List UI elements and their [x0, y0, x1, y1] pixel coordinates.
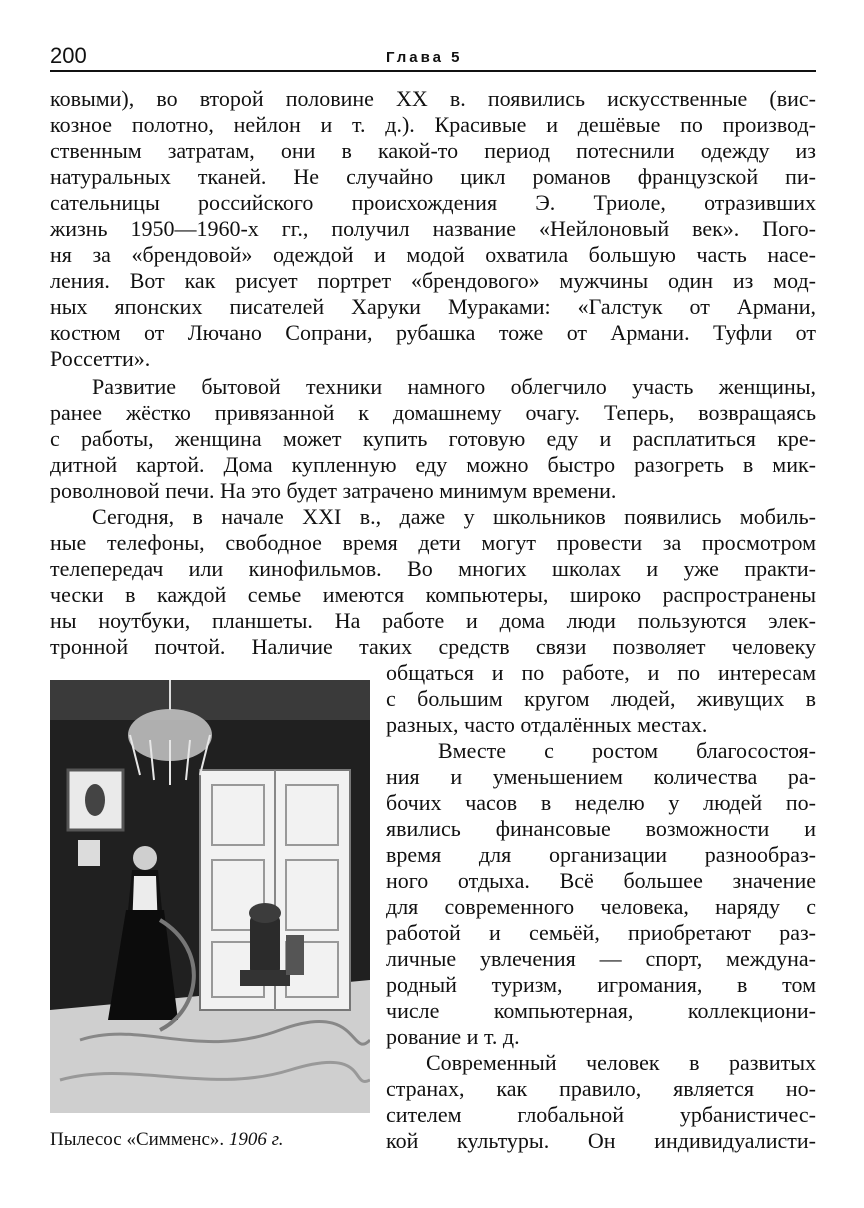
text-line: разных, часто отдалённых местах. — [386, 712, 708, 737]
caption-year: 1906 г. — [228, 1129, 284, 1150]
text-line: для современного человека, наряду с — [386, 894, 816, 919]
paragraph-first-line: Развитие бытовой техники намного облегчило участь женщины, — [92, 374, 816, 399]
text-line: ковыми), во второй половине XX в. появились искусственные (вис- — [50, 86, 816, 111]
page-header — [50, 44, 816, 72]
text-line: козное полотно, нейлон и т. д.). Красивые и дешёвые по производ- — [50, 112, 816, 137]
text-line: родный туризм, игромания, в том — [386, 972, 816, 997]
page-number: 200 — [50, 43, 87, 68]
text-line: сательницы российского происхождения Э. Триоле, отразивших — [50, 190, 816, 215]
text-line: жизнь 1950—1960-х гг., получил название «Нейлоновый век». Пого- — [50, 216, 816, 241]
text-line: рование и т. д. — [386, 1024, 520, 1049]
text-line: роволновой печи. На это будет затрачено минимум времени. — [50, 478, 617, 503]
paragraph-first-line: Сегодня, в начале XXI в., даже у школьников появились мобиль- — [92, 504, 816, 529]
text-line: ранее жёстко привязанной к домашнему очагу. Теперь, возвращаясь — [50, 400, 816, 425]
text-line: дитной картой. Дома купленную еду можно быстро разогреть в мик- — [50, 452, 816, 477]
text-line: ного отдыха. Всё большее значение — [386, 868, 816, 893]
text-line: тронной почтой. Наличие таких средств связи позволяет человеку — [50, 634, 816, 659]
vacuum-cleaner-photo — [50, 680, 370, 1113]
text-line: время для организации разнообраз- — [386, 842, 816, 867]
paragraph-first-line: Вместе с ростом благосостоя- — [438, 738, 816, 763]
text-line: ных японских писателей Харуки Мураками: «Галстук от Армани, — [50, 294, 816, 319]
text-line: телепередач или кинофильмов. Во многих школах и уже практи- — [50, 556, 816, 581]
text-line: ственным затратам, они в какой-то период потеснили одежду из — [50, 138, 816, 163]
text-line: странах, как правило, является но- — [386, 1076, 816, 1101]
text-line: чески в каждой семье имеются компьютеры, широко распространены — [50, 582, 816, 607]
figure-caption — [50, 1128, 284, 1152]
text-line: ня за «брендовой» одеждой и модой охватила большую часть насе- — [50, 242, 816, 267]
caption-text: Пылесос «Симменс». — [50, 1129, 225, 1150]
text-line: ления. Вот как рисует портрет «брендового» мужчины один из мод- — [50, 268, 816, 293]
text-line: сителем глобальной урбанистичес- — [386, 1102, 816, 1127]
text-line: с работы, женщина может купить готовую еду и расплатиться кре- — [50, 426, 816, 451]
text-line: ные телефоны, свободное время дети могут провести за просмотром — [50, 530, 816, 555]
paragraph-first-line: Современный человек в развитых — [426, 1050, 816, 1075]
text-line: кой культуры. Он индивидуалисти- — [386, 1128, 816, 1153]
text-line: натуральных тканей. Не случайно цикл романов французской пи- — [50, 164, 816, 189]
text-line: ны ноутбуки, планшеты. На работе и дома люди пользуются элек- — [50, 608, 816, 633]
text-line: с большим кругом людей, живущих в — [386, 686, 816, 711]
text-line: костюм от Лючано Сопрани, рубашка тоже от Армани. Туфли от — [50, 320, 816, 345]
text-line: бочих часов в неделю у людей по- — [386, 790, 816, 815]
text-line: общаться и по работе, и по интересам — [386, 660, 816, 685]
text-line: явились финансовые возможности и — [386, 816, 816, 841]
chapter-title: Глава 5 — [386, 49, 463, 66]
text-line: работой и семьёй, приобретают раз- — [386, 920, 816, 945]
text-line: Россетти». — [50, 346, 151, 371]
text-line: числе компьютерная, коллекциони- — [386, 998, 816, 1023]
text-line: ния и уменьшением количества ра- — [386, 764, 816, 789]
text-line: личные увлечения — спорт, междуна- — [386, 946, 816, 971]
